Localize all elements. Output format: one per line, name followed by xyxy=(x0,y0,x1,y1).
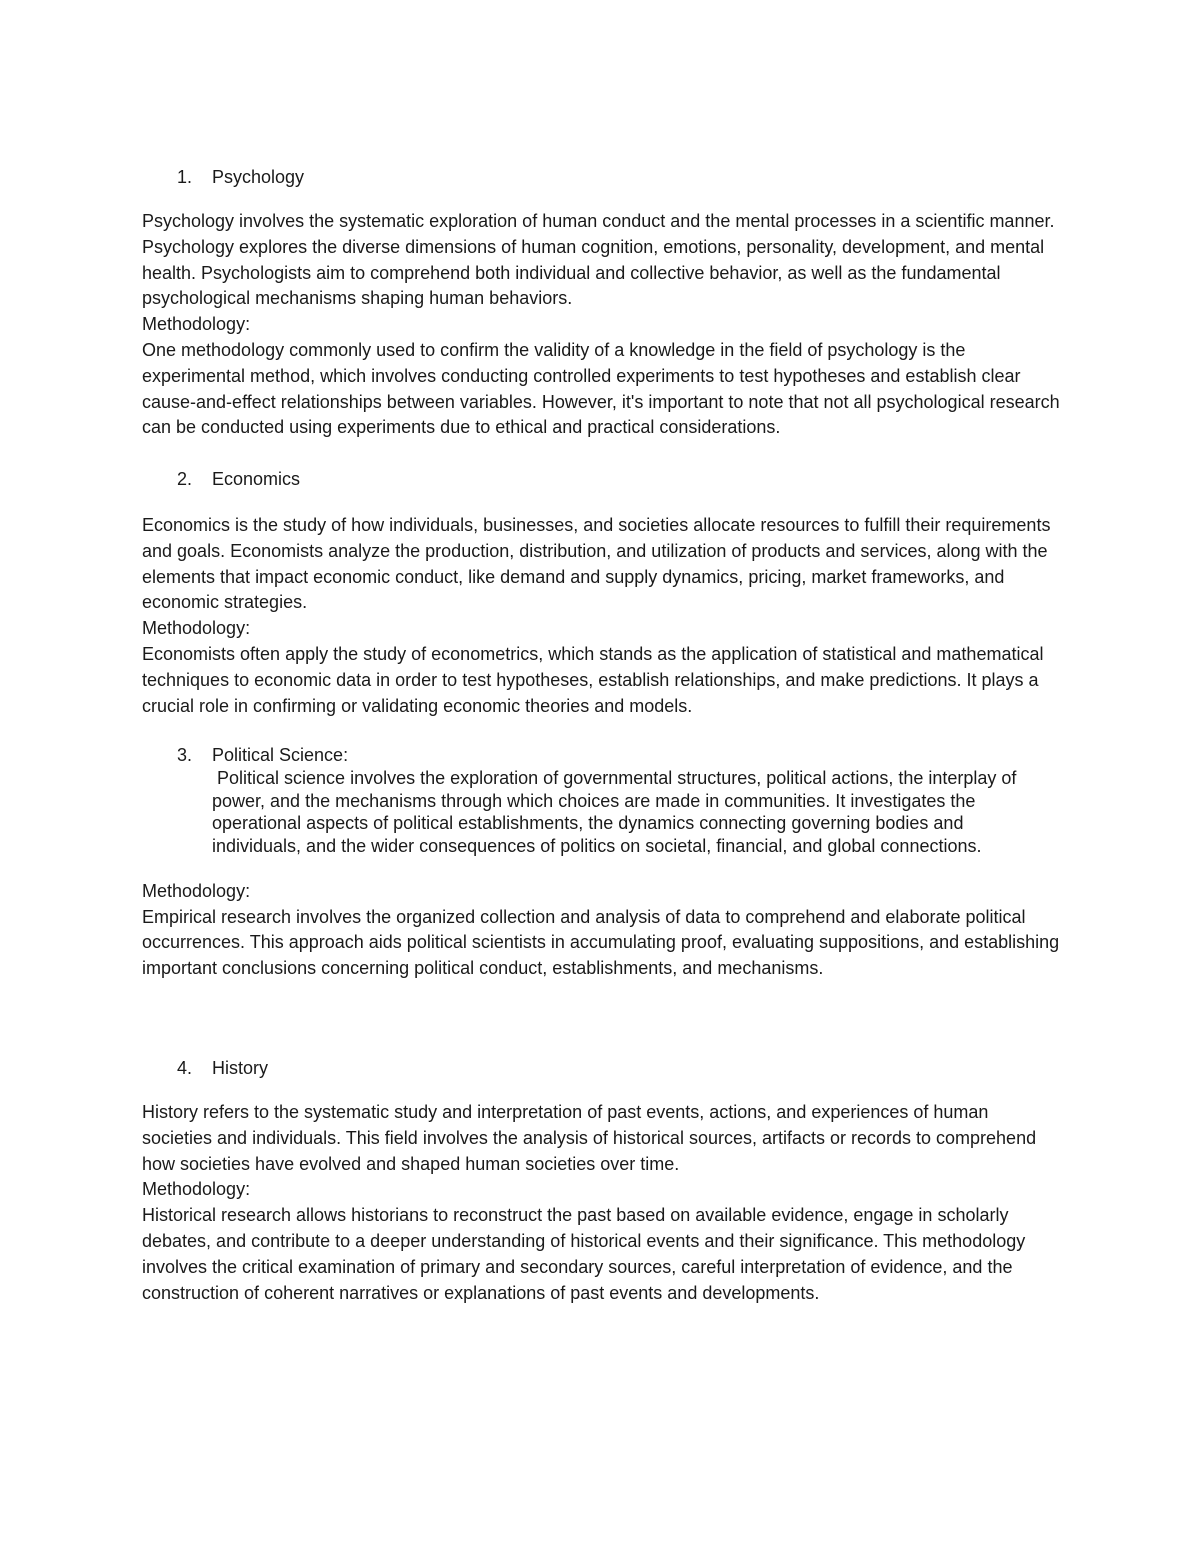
methodology-text: Historical research allows historians to reconstruct the past based on available evidence, engage in scholarly debates, and contribute to a deeper understanding of historical events and their significance. This methodology involves the critical examination of primary and secondary sources, careful interpretation of evidence, and the construction of coherent narratives or explanations of past events and developments. xyxy=(142,1205,1026,1303)
section-psychology xyxy=(142,165,1062,441)
section-description: Psychology involves the systematic exploration of human conduct and the mental processes in a scientific manner. Psychology explores the diverse dimensions of human cognition, emotions, personality, development, and mental health. Psychologists aim to comprehend both individual and collective behavior, as well as the fundamental psychological mechanisms shaping human behaviors. xyxy=(142,211,1055,309)
section-political-science xyxy=(142,743,1062,982)
section-heading xyxy=(142,467,1062,491)
section-description: Political science involves the exploration of governmental structures, political actions, the interplay of power, and the mechanisms through which choices are made in communities. It investigates the operational aspects of political establishments, the dynamics connecting governing bodies and individuals, and the wider consequences of politics on societal, financial, and global connections. xyxy=(212,768,1022,857)
methodology-label: Methodology: xyxy=(142,618,251,639)
section-title: Economics xyxy=(212,469,301,489)
section-description: Economics is the study of how individuals, businesses, and societies allocate resources to fulfill their requirements and goals. Economists analyze the production, distribution, and utilization of products and services, along with the elements that impact economic conduct, like demand and supply dynamics, pricing, market frameworks, and economic strategies. xyxy=(142,515,1051,613)
methodology-label: Methodology: xyxy=(142,880,251,901)
methodology-label: Methodology: xyxy=(142,1179,251,1200)
section-title: History xyxy=(212,1058,269,1078)
list-number: 1. xyxy=(177,167,193,187)
section-heading xyxy=(142,165,1062,189)
section-title: Psychology xyxy=(212,167,305,187)
section-economics xyxy=(142,467,1062,719)
methodology-text: Economists often apply the study of econometrics, which stands as the application of statistical and mathematical techniques to economic data in order to test hypotheses, establish relationships, and make predictions. It plays a crucial role in confirming or validating economic theories and models. xyxy=(142,643,1044,716)
section-heading xyxy=(142,1056,1062,1080)
methodology-label: Methodology: xyxy=(142,314,251,335)
list-number: 4. xyxy=(177,1058,193,1078)
section-history xyxy=(142,1056,1062,1306)
methodology-text: One methodology commonly used to confirm the validity of a knowledge in the field of psychology is the experimental method, which involves conducting controlled experiments to test hypotheses and establish clear cause-and-effect relationships between variables. However, it's important to note that not all psychological research can be conducted using experiments due to ethical and practical considerations. xyxy=(142,339,1060,438)
list-number: 2. xyxy=(177,469,193,489)
list-number: 3. xyxy=(177,745,193,765)
section-title: Political Science: xyxy=(212,745,349,765)
methodology-text: Empirical research involves the organized collection and analysis of data to comprehend and elaborate political occurrences. This approach aids political scientists in accumulating proof, evaluating suppositions, and establishing important conclusions concerning political conduct, establishments, and mechanisms. xyxy=(142,906,1060,979)
section-heading xyxy=(142,743,1062,767)
section-description: History refers to the systematic study and interpretation of past events, actions, and experiences of human societies and individuals. This field involves the analysis of historical sources, artifacts or records to comprehend how societies have evolved and shaped human societies over time. xyxy=(142,1102,1037,1174)
